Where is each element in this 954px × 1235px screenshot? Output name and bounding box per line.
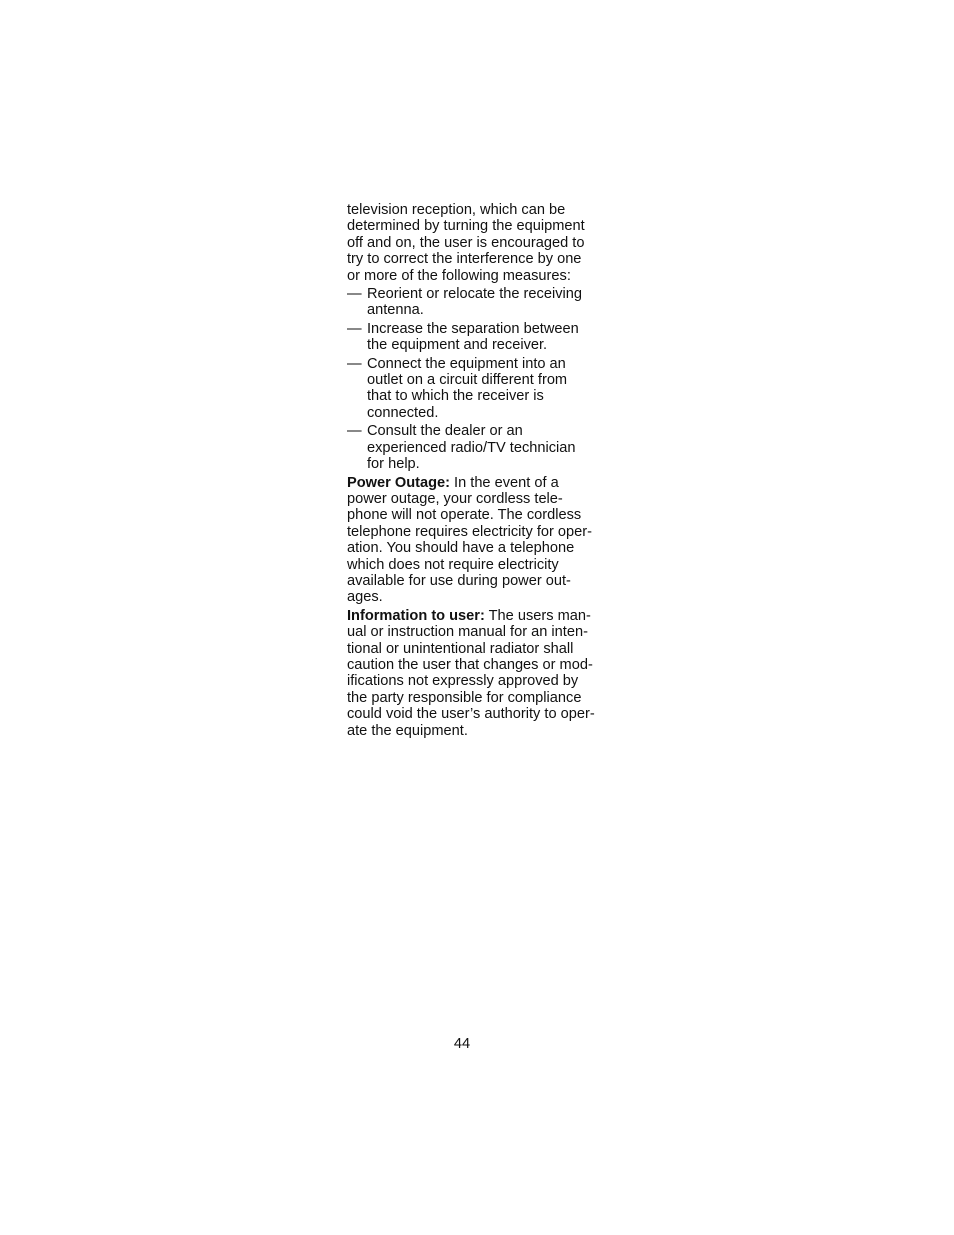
measures-list (347, 286, 613, 472)
power-outage-paragraph (347, 475, 613, 606)
text-fragment: The users man- (484, 607, 591, 624)
list-item (347, 321, 613, 354)
information-to-user-heading: Information to user: (347, 607, 485, 624)
text-line: ual or instruction manual for an inten- (347, 624, 588, 641)
text-line: try to correct the interference by one (347, 251, 582, 268)
text-line: the equipment and receiver. (367, 337, 548, 354)
text-line: that to which the receiver is (367, 388, 544, 405)
text-line: phone will not operate. The cordless (347, 507, 582, 524)
text-line (347, 608, 613, 624)
text-line: determined by turning the equipment (347, 218, 585, 235)
text-line: experienced radio/TV technician (367, 439, 576, 456)
list-item (347, 356, 613, 422)
list-item (347, 286, 613, 319)
text-line: telephone requires electricity for oper- (347, 523, 592, 540)
em-dash-bullet: — (347, 423, 362, 440)
text-line: the party responsible for compliance (347, 689, 582, 706)
text-line: television reception, which can be (347, 202, 566, 218)
text-fragment: In the event of a (449, 474, 559, 491)
em-dash-bullet: — (347, 320, 362, 337)
text-line: outlet on a circuit different from (367, 372, 568, 389)
text-line (347, 475, 613, 491)
body-text-column (347, 202, 613, 741)
text-line: ages. (347, 589, 383, 606)
text-line: ate the equipment. (347, 722, 468, 739)
text-line: off and on, the user is encouraged to (347, 234, 585, 251)
text-line: available for use during power out- (347, 572, 571, 589)
em-dash-bullet: — (347, 286, 362, 303)
text-line: Reorient or relocate the receiving (367, 286, 582, 303)
text-line: for help. (367, 456, 420, 473)
information-to-user-paragraph (347, 608, 613, 739)
list-item (347, 423, 613, 472)
text-line: tional or unintentional radiator shall (347, 640, 574, 657)
text-line: could void the user’s authority to oper- (347, 706, 595, 723)
text-line: which does not require electricity (347, 556, 559, 573)
text-line: antenna. (367, 302, 424, 319)
power-outage-heading: Power Outage: (347, 474, 450, 491)
text-line: power outage, your cordless tele- (347, 490, 563, 507)
text-line: Connect the equipment into an (367, 355, 566, 372)
text-line: Increase the separation between (367, 320, 579, 337)
text-line: or more of the following measures: (347, 267, 571, 284)
text-line: Consult the dealer or an (367, 423, 523, 440)
text-line: connected. (367, 404, 439, 421)
intro-paragraph (347, 202, 613, 284)
em-dash-bullet: — (347, 355, 362, 372)
page-number: 44 (453, 1036, 471, 1052)
text-line: caution the user that changes or mod- (347, 656, 593, 673)
text-line: ifications not expressly approved by (347, 673, 579, 690)
text-line: ation. You should have a telephone (347, 540, 575, 557)
